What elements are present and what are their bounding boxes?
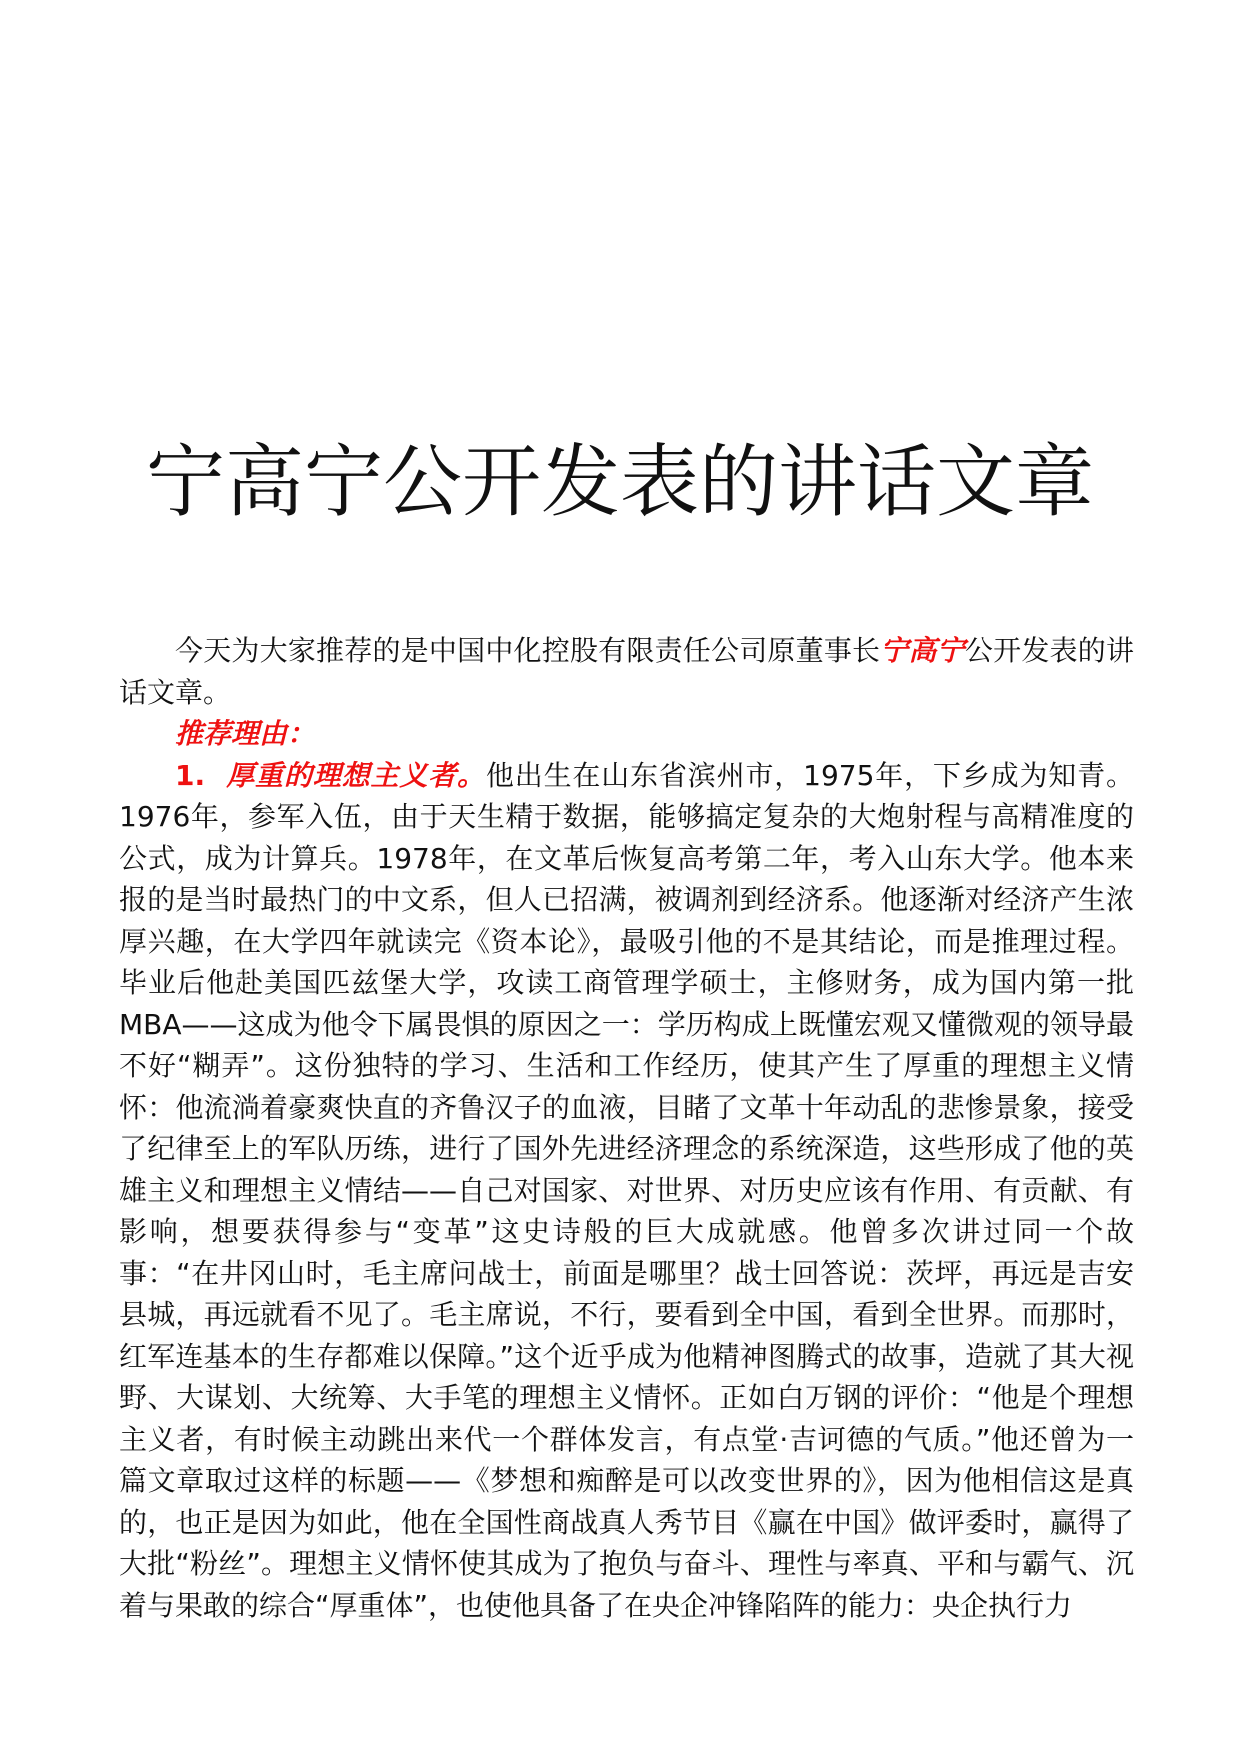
intro-text-before: 今天为大家推荐的是中国中化控股有限责任公司原董事长 xyxy=(175,634,881,667)
point-1-number: 1. xyxy=(175,758,206,792)
point-1-heading: 厚重的理想主义者。 xyxy=(226,758,486,792)
intro-highlight-name: 宁高宁 xyxy=(880,634,965,667)
intro-paragraph xyxy=(119,630,1134,713)
point-1-body: 他出生在山东省滨州市，1975年，下乡成为知青。1976年，参军入伍，由于天生精于数据，能够搞定复杂的大炮射程与高精准度的公式，成为计算兵。1978年，在文革后恢复高考第二年，考入山东大学。他本来报的是当时最热门的中文系，但人已招满，被调剂到经济系。他逐渐对经济产生浓厚兴趣，在大学四年就读完《资本论》，最吸引他的不是其结论，而是推理过程。毕业后他赴美国匹兹堡大学，攻读工商管理学硕士，主修财务，成为国内第一批MBA——这成为他令下属畏惧的原因之一：学历构成上既懂宏观又懂微观的领导最不好“糊弄”。这份独特的学习、生活和工作经历，使其产生了厚重的理想主义情怀：他流淌着豪爽快直的齐鲁汉子的血液，目睹了文革十年动乱的悲惨景象，接受了纪律至上的军队历练，进行了国外先进经济理念的系统深造，这些形成了他的英雄主义和理想主义情结——自己对国家、对世界、对历史应该有作用、有贡献、有影响，想要获得参与“变革”这史诗般的巨大成就感。他曾多次讲过同一个故事：“在井冈山时，毛主席问战士，前面是哪里？战士回答说：茨坪，再远是吉安县城，再远就看不见了。毛主席说，不行，要看到全中国，看到全世界。而那时，红军连基本的生存都难以保障。”这个近乎成为他精神图腾式的故事，造就了其大视野、大谋划、大统筹、大手笔的理想主义情怀。正如白万钢的评价：“他是个理想主义者，有时候主动跳出来代一个群体发言，有点堂·吉诃德的气质。”他还曾为一篇文章取过这样的标题——《梦想和痴醉是可以改变世界的》，因为他相信这是真的，也正是因为如此，他在全国性商战真人秀节目《赢在中国》做评委时，赢得了大批“粉丝”。理想主义情怀使其成为了抱负与奋斗、理性与率真、平和与霸气、沉着与果敢的综合“厚重体”，也使他具备了在央企冲锋陷阵的能力：央企执行力 xyxy=(119,758,1134,1622)
document-title: 宁高宁公开发表的讲话文章 xyxy=(146,436,1094,528)
point-1-paragraph xyxy=(119,755,1134,1627)
intro-text-after: 公开发表的讲话文章。 xyxy=(119,634,1134,709)
document-body xyxy=(119,630,1134,1626)
reason-heading-paragraph xyxy=(119,713,1134,755)
reason-heading: 推荐理由： xyxy=(175,717,316,750)
